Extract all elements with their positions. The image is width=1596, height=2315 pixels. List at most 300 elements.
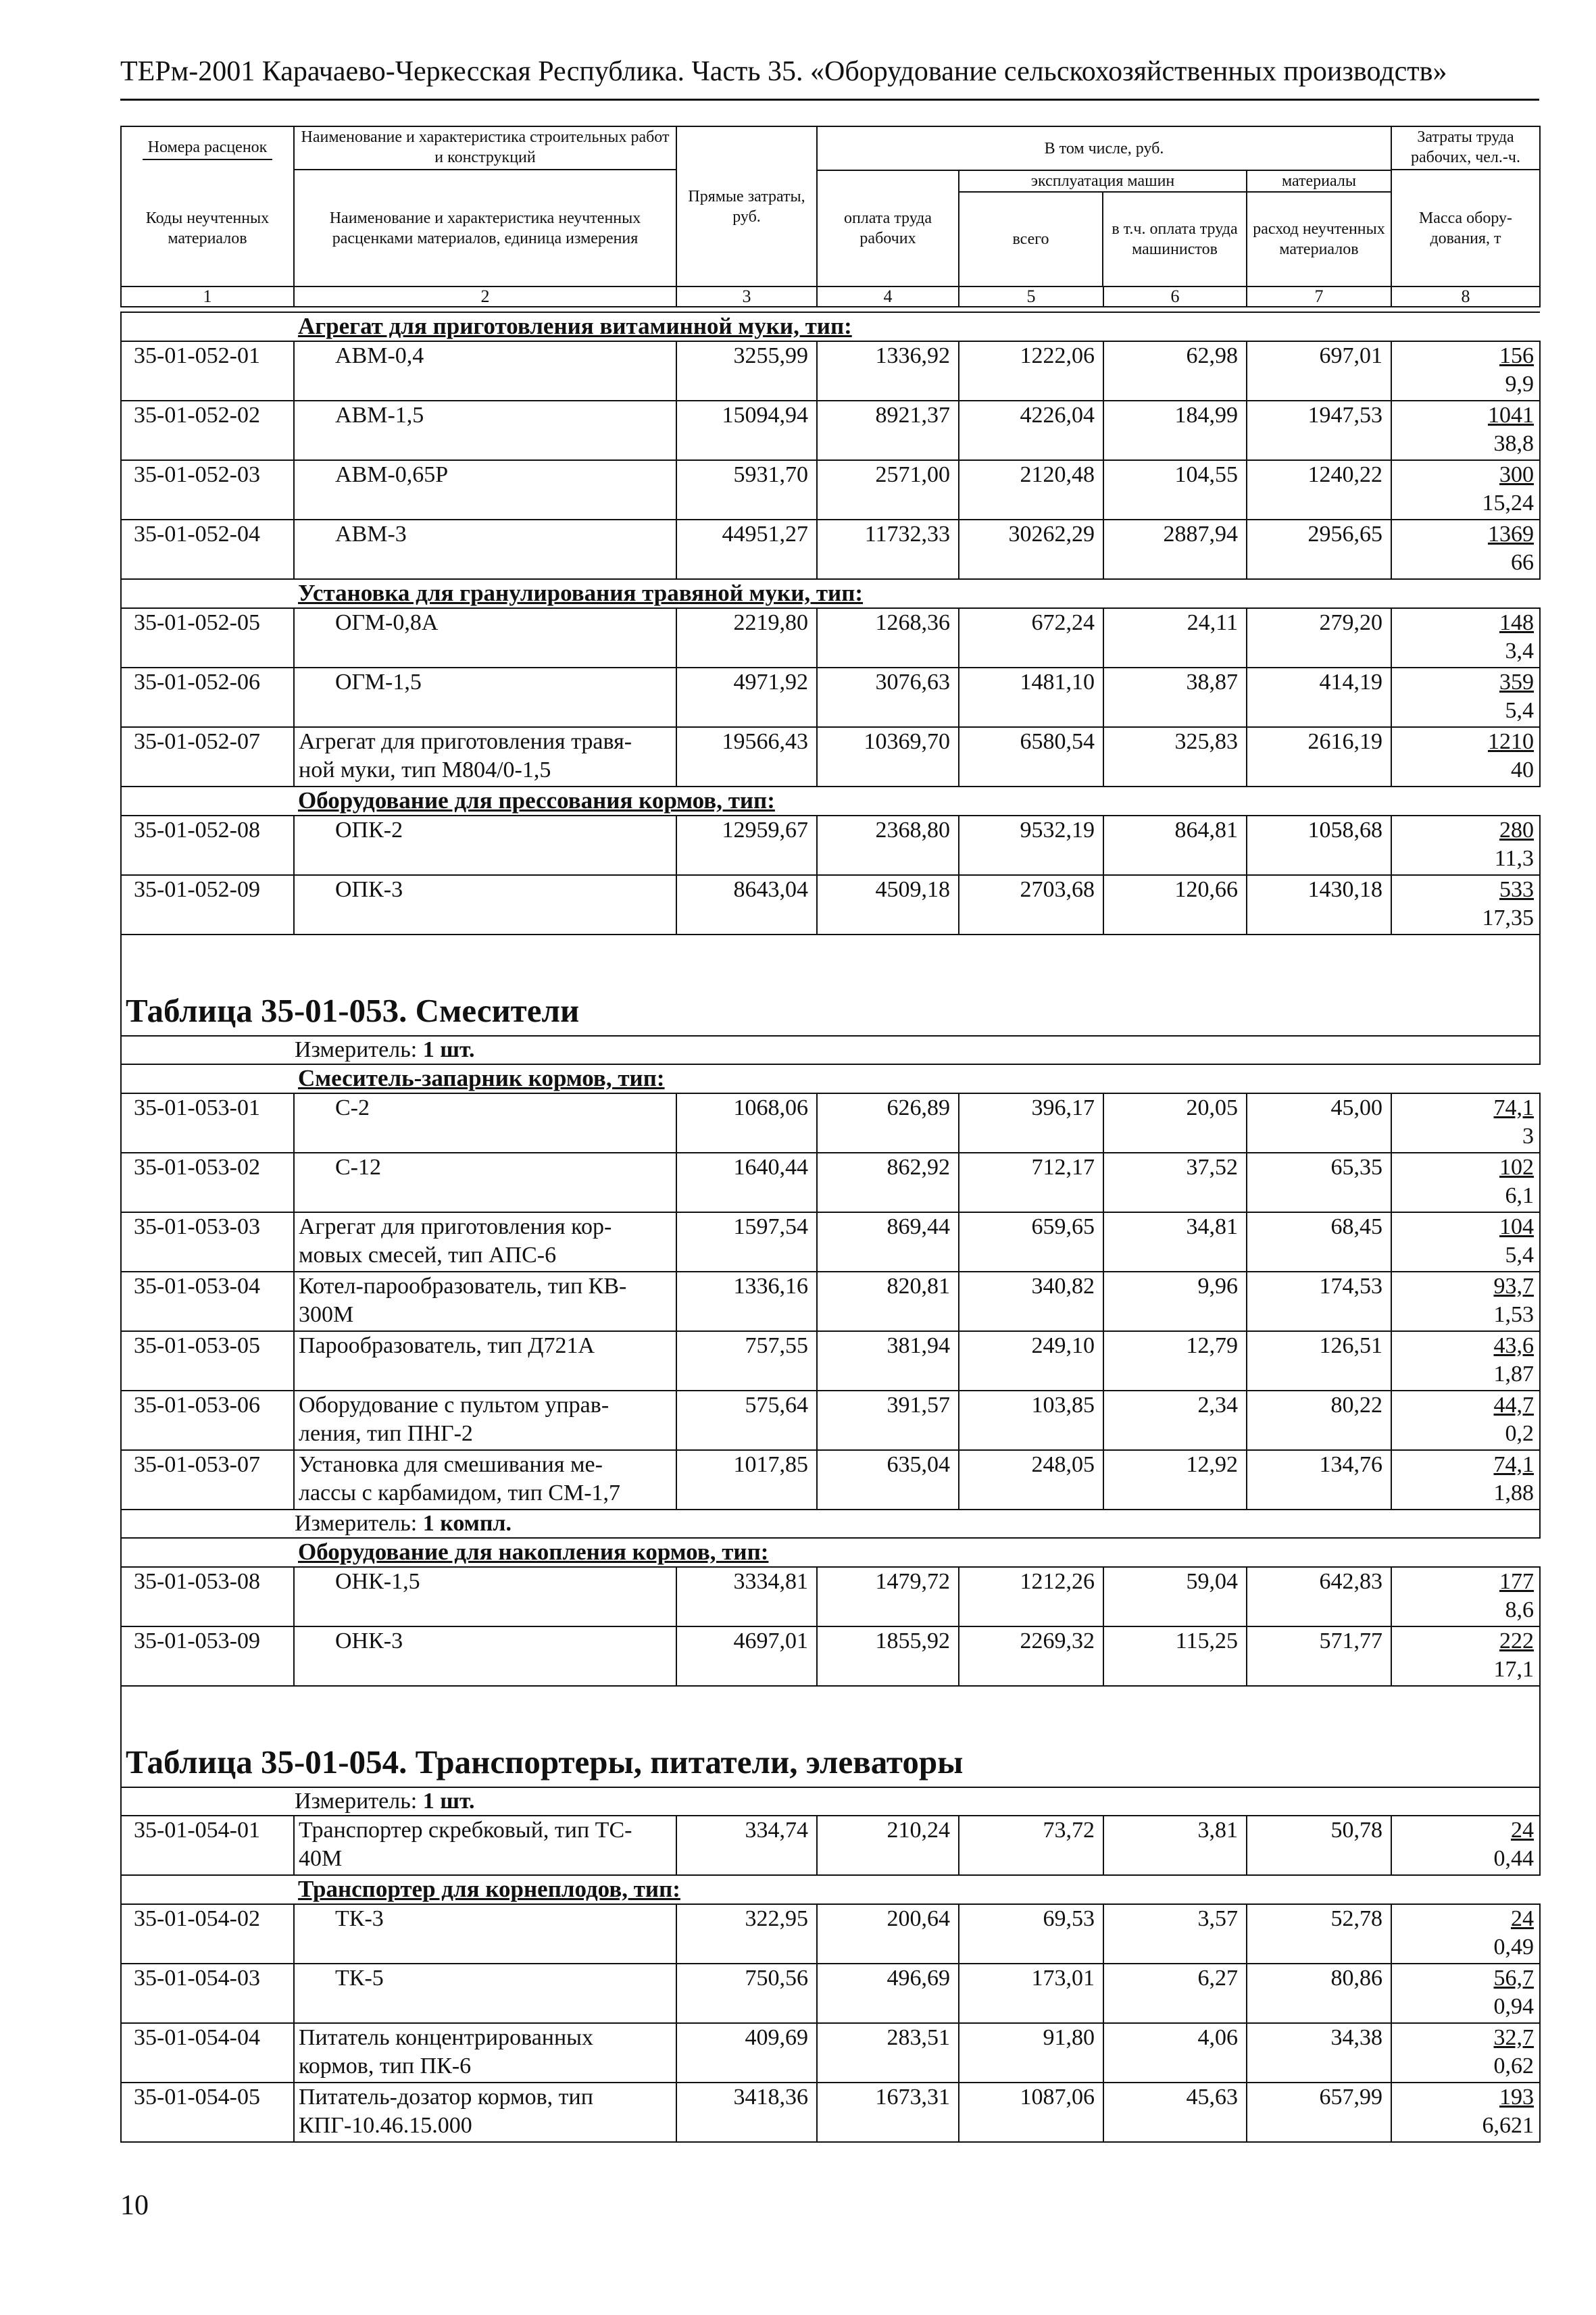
rate-code: 35-01-053-05 — [121, 1331, 294, 1391]
item-name-line: ОПК-3 — [335, 877, 403, 902]
meter-label: Измеритель: — [295, 1789, 418, 1814]
subgroup-heading: Транспортер для корнеплодов, тип: — [298, 1876, 680, 1902]
item-name-line: Парообразователь, тип Д721А — [299, 1333, 595, 1358]
item-name — [294, 1450, 676, 1510]
table-row — [121, 1272, 1540, 1331]
item-name — [294, 1331, 676, 1391]
direct-costs: 750,56 — [676, 1964, 817, 2023]
equipment-mass: 5,4 — [1505, 698, 1534, 723]
labor-and-mass — [1391, 1450, 1540, 1510]
labor-and-mass — [1391, 460, 1540, 520]
page-number: 10 — [120, 2190, 149, 2221]
materials-cost: 1947,53 — [1247, 401, 1391, 460]
labor-hours: 44,7 — [1493, 1393, 1534, 1418]
machines-total: 1481,10 — [959, 668, 1103, 727]
direct-costs: 15094,94 — [676, 401, 817, 460]
machines-total: 659,65 — [959, 1212, 1103, 1272]
materials-cost: 1058,68 — [1247, 816, 1391, 875]
rate-code: 35-01-052-03 — [121, 460, 294, 520]
item-name — [294, 1816, 676, 1875]
machines-total: 340,82 — [959, 1272, 1103, 1331]
materials-cost: 52,78 — [1247, 1904, 1391, 1964]
materials-cost: 657,99 — [1247, 2083, 1391, 2142]
subgroup-heading: Смеситель-запарник кормов, тип: — [298, 1065, 665, 1091]
machines-total: 4226,04 — [959, 401, 1103, 460]
meter-row — [121, 1036, 1540, 1064]
labor-hours: 74,1 — [1493, 1095, 1534, 1120]
machines-total: 1212,26 — [959, 1567, 1103, 1626]
equipment-mass: 0,49 — [1493, 1935, 1534, 1960]
header-machinist-pay: в т.ч. оплата труда машинистов — [1112, 220, 1238, 258]
materials-cost: 50,78 — [1247, 1816, 1391, 1875]
item-name-line: Агрегат для приготовления кор- — [299, 1214, 612, 1239]
labor-hours: 102 — [1499, 1155, 1534, 1180]
materials-cost: 80,86 — [1247, 1964, 1391, 2023]
labor-pay: 1268,36 — [817, 608, 959, 668]
header-unaccounted-materials: расход неучтенных материалов — [1253, 220, 1385, 258]
labor-pay: 1673,31 — [817, 2083, 959, 2142]
item-name-line: ОНК-1,5 — [335, 1569, 420, 1594]
subgroup-heading-row — [121, 787, 1540, 816]
machinist-pay: 4,06 — [1103, 2023, 1247, 2083]
materials-cost: 45,00 — [1247, 1093, 1391, 1153]
labor-hours: 177 — [1499, 1569, 1534, 1594]
machines-total: 2120,48 — [959, 460, 1103, 520]
labor-hours: 222 — [1499, 1628, 1534, 1653]
labor-and-mass — [1391, 1391, 1540, 1450]
labor-and-mass — [1391, 1626, 1540, 1686]
materials-cost: 134,76 — [1247, 1450, 1391, 1510]
direct-costs: 12959,67 — [676, 816, 817, 875]
labor-hours: 24 — [1511, 1818, 1534, 1843]
item-name-line: АВМ-3 — [335, 522, 407, 547]
labor-and-mass — [1391, 520, 1540, 579]
labor-hours: 148 — [1499, 610, 1534, 635]
rate-code: 35-01-052-07 — [121, 727, 294, 787]
machinist-pay: 115,25 — [1103, 1626, 1247, 1686]
labor-pay: 1479,72 — [817, 1567, 959, 1626]
header-labor-hours: Затраты труда рабочих, чел.-ч. — [1391, 126, 1540, 170]
equipment-mass: 6,621 — [1482, 2113, 1534, 2138]
header-machines-total: всего — [959, 192, 1103, 286]
labor-pay: 381,94 — [817, 1331, 959, 1391]
table-row — [121, 460, 1540, 520]
labor-pay: 820,81 — [817, 1272, 959, 1331]
header-equipment-mass: Масса обору-дования, т — [1391, 170, 1540, 287]
materials-cost: 571,77 — [1247, 1626, 1391, 1686]
item-name — [294, 520, 676, 579]
machinist-pay: 34,81 — [1103, 1212, 1247, 1272]
labor-and-mass — [1391, 1272, 1540, 1331]
labor-hours: 300 — [1499, 462, 1534, 487]
equipment-mass: 15,24 — [1482, 491, 1534, 516]
rate-code: 35-01-053-07 — [121, 1450, 294, 1510]
labor-pay: 283,51 — [817, 2023, 959, 2083]
labor-hours: 193 — [1499, 2085, 1534, 2110]
table-row — [121, 2083, 1540, 2142]
machines-total: 6580,54 — [959, 727, 1103, 787]
machines-total: 2269,32 — [959, 1626, 1103, 1686]
labor-hours: 56,7 — [1493, 1966, 1534, 1991]
direct-costs: 1597,54 — [676, 1212, 817, 1272]
item-name — [294, 401, 676, 460]
equipment-mass: 11,3 — [1494, 846, 1534, 871]
direct-costs: 5931,70 — [676, 460, 817, 520]
item-name-line: Питатель концентрированных — [299, 2025, 594, 2050]
direct-costs: 4697,01 — [676, 1626, 817, 1686]
equipment-mass: 17,1 — [1493, 1657, 1534, 1682]
subgroup-heading: Агрегат для приготовления витаминной муки, тип: — [298, 313, 852, 339]
header-materials: материалы — [1247, 171, 1391, 192]
labor-and-mass — [1391, 341, 1540, 401]
rate-code: 35-01-054-05 — [121, 2083, 294, 2142]
item-name-line: ОПК-2 — [335, 818, 403, 843]
direct-costs: 3418,36 — [676, 2083, 817, 2142]
equipment-mass: 9,9 — [1505, 372, 1534, 397]
materials-cost: 2616,19 — [1247, 727, 1391, 787]
item-name — [294, 1567, 676, 1626]
table-row — [121, 1816, 1540, 1875]
machines-total: 248,05 — [959, 1450, 1103, 1510]
labor-and-mass — [1391, 608, 1540, 668]
item-name — [294, 1626, 676, 1686]
table-row — [121, 1093, 1540, 1153]
table-title: Таблица 35-01-053. Смесители — [121, 935, 1540, 1036]
machinist-pay: 45,63 — [1103, 2083, 1247, 2142]
labor-and-mass — [1391, 1567, 1540, 1626]
labor-pay: 869,44 — [817, 1212, 959, 1272]
machines-total: 9532,19 — [959, 816, 1103, 875]
item-name-line: Транспортер скребковый, тип ТС- — [299, 1818, 632, 1843]
labor-hours: 43,6 — [1493, 1333, 1534, 1358]
equipment-mass: 0,62 — [1493, 2053, 1534, 2078]
labor-hours: 32,7 — [1493, 2025, 1534, 2050]
rate-code: 35-01-053-03 — [121, 1212, 294, 1272]
direct-costs: 1017,85 — [676, 1450, 817, 1510]
item-name — [294, 1153, 676, 1212]
machinist-pay: 325,83 — [1103, 727, 1247, 787]
machines-total: 30262,29 — [959, 520, 1103, 579]
machinist-pay: 184,99 — [1103, 401, 1247, 460]
item-name-line: АВМ-0,65Р — [335, 462, 449, 487]
rate-code: 35-01-052-06 — [121, 668, 294, 727]
page-header: ТЕРм-2001 Карачаево-Черкесская Республика. Часть 35. «Оборудование сельскохозяйственных производств» — [120, 56, 1447, 87]
labor-pay: 1855,92 — [817, 1626, 959, 1686]
labor-and-mass — [1391, 2083, 1540, 2142]
subgroup-heading-row — [121, 579, 1540, 608]
machines-total: 103,85 — [959, 1391, 1103, 1450]
direct-costs: 322,95 — [676, 1904, 817, 1964]
labor-hours: 533 — [1499, 877, 1534, 902]
direct-costs: 44951,27 — [676, 520, 817, 579]
item-name-line: ОГМ-0,8А — [335, 610, 439, 635]
labor-pay: 496,69 — [817, 1964, 959, 2023]
item-name-line: ления, тип ПНГ-2 — [299, 1421, 473, 1446]
rate-code: 35-01-053-01 — [121, 1093, 294, 1153]
direct-costs: 409,69 — [676, 2023, 817, 2083]
meter-row — [121, 1510, 1540, 1538]
labor-hours: 1041 — [1488, 403, 1534, 428]
rate-code: 35-01-054-02 — [121, 1904, 294, 1964]
header-rule — [120, 99, 1539, 101]
machinist-pay: 24,11 — [1103, 608, 1247, 668]
machinist-pay: 3,57 — [1103, 1904, 1247, 1964]
machines-total: 2703,68 — [959, 875, 1103, 935]
table-row — [121, 1212, 1540, 1272]
item-name — [294, 816, 676, 875]
direct-costs: 1068,06 — [676, 1093, 817, 1153]
machinist-pay: 62,98 — [1103, 341, 1247, 401]
direct-costs: 1336,16 — [676, 1272, 817, 1331]
labor-pay: 11732,33 — [817, 520, 959, 579]
rate-code: 35-01-052-05 — [121, 608, 294, 668]
labor-and-mass — [1391, 1212, 1540, 1272]
header-rate-numbers: Номера расценок — [121, 126, 294, 170]
table-row — [121, 875, 1540, 935]
materials-cost: 68,45 — [1247, 1212, 1391, 1272]
machinist-pay: 3,81 — [1103, 1816, 1247, 1875]
table-row — [121, 727, 1540, 787]
machinist-pay: 59,04 — [1103, 1567, 1247, 1626]
item-name — [294, 1212, 676, 1272]
machinist-pay: 6,27 — [1103, 1964, 1247, 2023]
table-row — [121, 1331, 1540, 1391]
table-row — [121, 608, 1540, 668]
equipment-mass: 5,4 — [1505, 1243, 1534, 1268]
materials-cost: 1430,18 — [1247, 875, 1391, 935]
machines-total: 73,72 — [959, 1816, 1103, 1875]
machinist-pay: 12,79 — [1103, 1331, 1247, 1391]
table-row — [121, 520, 1540, 579]
table-row — [121, 1626, 1540, 1686]
machines-total: 712,17 — [959, 1153, 1103, 1212]
direct-costs: 3255,99 — [676, 341, 817, 401]
labor-hours: 74,1 — [1493, 1452, 1534, 1477]
subgroup-heading: Оборудование для прессования кормов, тип: — [298, 787, 775, 814]
header-work-description: Наименование и характеристика строительных работ и конструкций — [294, 126, 676, 170]
rate-code: 35-01-053-02 — [121, 1153, 294, 1212]
table-row — [121, 2023, 1540, 2083]
item-name — [294, 341, 676, 401]
meter-value: 1 компл. — [422, 1511, 512, 1536]
item-name-line: мовых смесей, тип АПС-6 — [299, 1243, 557, 1268]
meter-label: Измеритель: — [295, 1037, 418, 1062]
machines-total: 672,24 — [959, 608, 1103, 668]
item-name — [294, 1964, 676, 2023]
rate-code: 35-01-052-09 — [121, 875, 294, 935]
subgroup-heading-row — [121, 1538, 1540, 1567]
item-name-line: КПГ-10.46.15.000 — [299, 2113, 472, 2138]
equipment-mass: 3 — [1522, 1124, 1534, 1149]
item-name — [294, 2083, 676, 2142]
item-name-line: лассы с карбамидом, тип СМ-1,7 — [299, 1480, 621, 1505]
table-row — [121, 668, 1540, 727]
labor-pay: 635,04 — [817, 1450, 959, 1510]
subgroup-heading-row — [121, 312, 1540, 341]
item-name — [294, 460, 676, 520]
labor-pay: 210,24 — [817, 1816, 959, 1875]
labor-pay: 8921,37 — [817, 401, 959, 460]
equipment-mass: 6,1 — [1505, 1183, 1534, 1208]
labor-pay: 3076,63 — [817, 668, 959, 727]
machinist-pay: 20,05 — [1103, 1093, 1247, 1153]
equipment-mass: 1,87 — [1493, 1362, 1534, 1387]
item-name — [294, 1272, 676, 1331]
item-name-line: ТК-5 — [335, 1966, 384, 1991]
machines-total: 91,80 — [959, 2023, 1103, 2083]
table-row — [121, 1567, 1540, 1626]
direct-costs: 575,64 — [676, 1391, 817, 1450]
table-row — [121, 1904, 1540, 1964]
rate-code: 35-01-052-08 — [121, 816, 294, 875]
labor-and-mass — [1391, 1816, 1540, 1875]
item-name-line: С-2 — [335, 1095, 370, 1120]
machinist-pay: 104,55 — [1103, 460, 1247, 520]
subgroup-heading-row — [121, 1875, 1540, 1904]
direct-costs: 334,74 — [676, 1816, 817, 1875]
direct-costs: 19566,43 — [676, 727, 817, 787]
item-name — [294, 1093, 676, 1153]
column-numbers-row: 1 2 3 4 5 6 7 8 — [121, 287, 1540, 307]
meter-value: 1 шт. — [422, 1037, 475, 1062]
equipment-mass: 40 — [1511, 757, 1534, 782]
machinist-pay: 2,34 — [1103, 1391, 1247, 1450]
meter-label: Измеритель: — [295, 1511, 418, 1536]
header-material-description: Наименование и характеристика неучтенных расценками материалов, единица измерения — [294, 170, 676, 287]
materials-cost: 65,35 — [1247, 1153, 1391, 1212]
labor-pay: 391,57 — [817, 1391, 959, 1450]
labor-pay: 1336,92 — [817, 341, 959, 401]
labor-pay: 10369,70 — [817, 727, 959, 787]
labor-hours: 1210 — [1488, 729, 1534, 754]
direct-costs: 2219,80 — [676, 608, 817, 668]
item-name-line: Оборудование с пультом управ- — [299, 1393, 609, 1418]
table-title-row — [121, 1686, 1540, 1787]
rate-code: 35-01-052-01 — [121, 341, 294, 401]
rate-code: 35-01-054-01 — [121, 1816, 294, 1875]
equipment-mass: 66 — [1511, 550, 1534, 575]
item-name — [294, 727, 676, 787]
labor-hours: 93,7 — [1493, 1274, 1534, 1299]
subgroup-heading: Установка для гранулирования травяной муки, тип: — [298, 580, 864, 606]
labor-and-mass — [1391, 875, 1540, 935]
equipment-mass: 1,88 — [1493, 1480, 1534, 1505]
table-row — [121, 1391, 1540, 1450]
table-row — [121, 1153, 1540, 1212]
materials-cost: 174,53 — [1247, 1272, 1391, 1331]
materials-cost: 126,51 — [1247, 1331, 1391, 1391]
machinist-pay: 9,96 — [1103, 1272, 1247, 1331]
header-material-codes: Коды неучтенных материалов — [121, 170, 294, 287]
equipment-mass: 8,6 — [1505, 1597, 1534, 1622]
labor-pay: 2571,00 — [817, 460, 959, 520]
labor-pay: 4509,18 — [817, 875, 959, 935]
rate-code: 35-01-053-06 — [121, 1391, 294, 1450]
table-row — [121, 816, 1540, 875]
item-name-line: 40М — [299, 1846, 343, 1871]
item-name — [294, 1391, 676, 1450]
machinist-pay: 120,66 — [1103, 875, 1247, 935]
materials-cost: 414,19 — [1247, 668, 1391, 727]
rate-code: 35-01-054-04 — [121, 2023, 294, 2083]
materials-cost: 279,20 — [1247, 608, 1391, 668]
equipment-mass: 0,94 — [1493, 1994, 1534, 2019]
table-row — [121, 341, 1540, 401]
item-name — [294, 2023, 676, 2083]
labor-hours: 359 — [1499, 670, 1534, 695]
labor-and-mass — [1391, 401, 1540, 460]
labor-hours: 156 — [1499, 343, 1534, 368]
equipment-mass: 1,53 — [1493, 1302, 1534, 1327]
labor-and-mass — [1391, 1153, 1540, 1212]
rate-code: 35-01-054-03 — [121, 1964, 294, 2023]
item-name-line: Питатель-дозатор кормов, тип — [299, 2085, 593, 2110]
equipment-mass: 3,4 — [1505, 639, 1534, 664]
item-name — [294, 875, 676, 935]
direct-costs: 757,55 — [676, 1331, 817, 1391]
item-name-line: АВМ-0,4 — [335, 343, 424, 368]
table-row — [121, 1964, 1540, 2023]
equipment-mass: 0,44 — [1493, 1846, 1534, 1871]
labor-and-mass — [1391, 2023, 1540, 2083]
materials-cost: 34,38 — [1247, 2023, 1391, 2083]
machinist-pay: 2887,94 — [1103, 520, 1247, 579]
item-name — [294, 608, 676, 668]
item-name-line: Установка для смешивания ме- — [299, 1452, 603, 1477]
subgroup-heading: Оборудование для накопления кормов, тип: — [298, 1539, 769, 1565]
materials-cost: 642,83 — [1247, 1567, 1391, 1626]
direct-costs: 8643,04 — [676, 875, 817, 935]
labor-and-mass — [1391, 727, 1540, 787]
item-name-line: АВМ-1,5 — [335, 403, 424, 428]
labor-hours: 104 — [1499, 1214, 1534, 1239]
machinist-pay: 12,92 — [1103, 1450, 1247, 1510]
labor-hours: 1369 — [1488, 522, 1534, 547]
item-name-line: ОГМ-1,5 — [335, 670, 422, 695]
materials-cost: 80,22 — [1247, 1391, 1391, 1450]
rate-code: 35-01-053-04 — [121, 1272, 294, 1331]
equipment-mass: 17,35 — [1482, 905, 1534, 930]
labor-pay: 862,92 — [817, 1153, 959, 1212]
meter-value: 1 шт. — [422, 1789, 475, 1814]
machines-total: 69,53 — [959, 1904, 1103, 1964]
labor-and-mass — [1391, 1331, 1540, 1391]
labor-and-mass — [1391, 816, 1540, 875]
item-name — [294, 1904, 676, 1964]
materials-cost: 697,01 — [1247, 341, 1391, 401]
header-including-group: В том числе, руб. — [817, 126, 1391, 170]
equipment-mass: 0,2 — [1505, 1421, 1534, 1446]
item-name-line: ТК-3 — [335, 1906, 384, 1931]
machinist-pay: 864,81 — [1103, 816, 1247, 875]
item-name-line: Котел-парообразователь, тип КВ- — [299, 1274, 627, 1299]
labor-pay: 626,89 — [817, 1093, 959, 1153]
rate-code: 35-01-053-09 — [121, 1626, 294, 1686]
rate-code: 35-01-053-08 — [121, 1567, 294, 1626]
rate-code: 35-01-052-02 — [121, 401, 294, 460]
item-name-line: ной муки, тип М804/0-1,5 — [299, 757, 551, 782]
item-name — [294, 668, 676, 727]
table-row — [121, 1450, 1540, 1510]
item-name-line: 300М — [299, 1302, 354, 1327]
item-name-line: Агрегат для приготовления травя- — [299, 729, 632, 754]
labor-and-mass — [1391, 1093, 1540, 1153]
labor-and-mass — [1391, 1964, 1540, 2023]
direct-costs: 4971,92 — [676, 668, 817, 727]
labor-hours: 24 — [1511, 1906, 1534, 1931]
header-machine-operation: эксплуатация машин — [959, 171, 1246, 192]
item-name-line: С-12 — [335, 1155, 381, 1180]
